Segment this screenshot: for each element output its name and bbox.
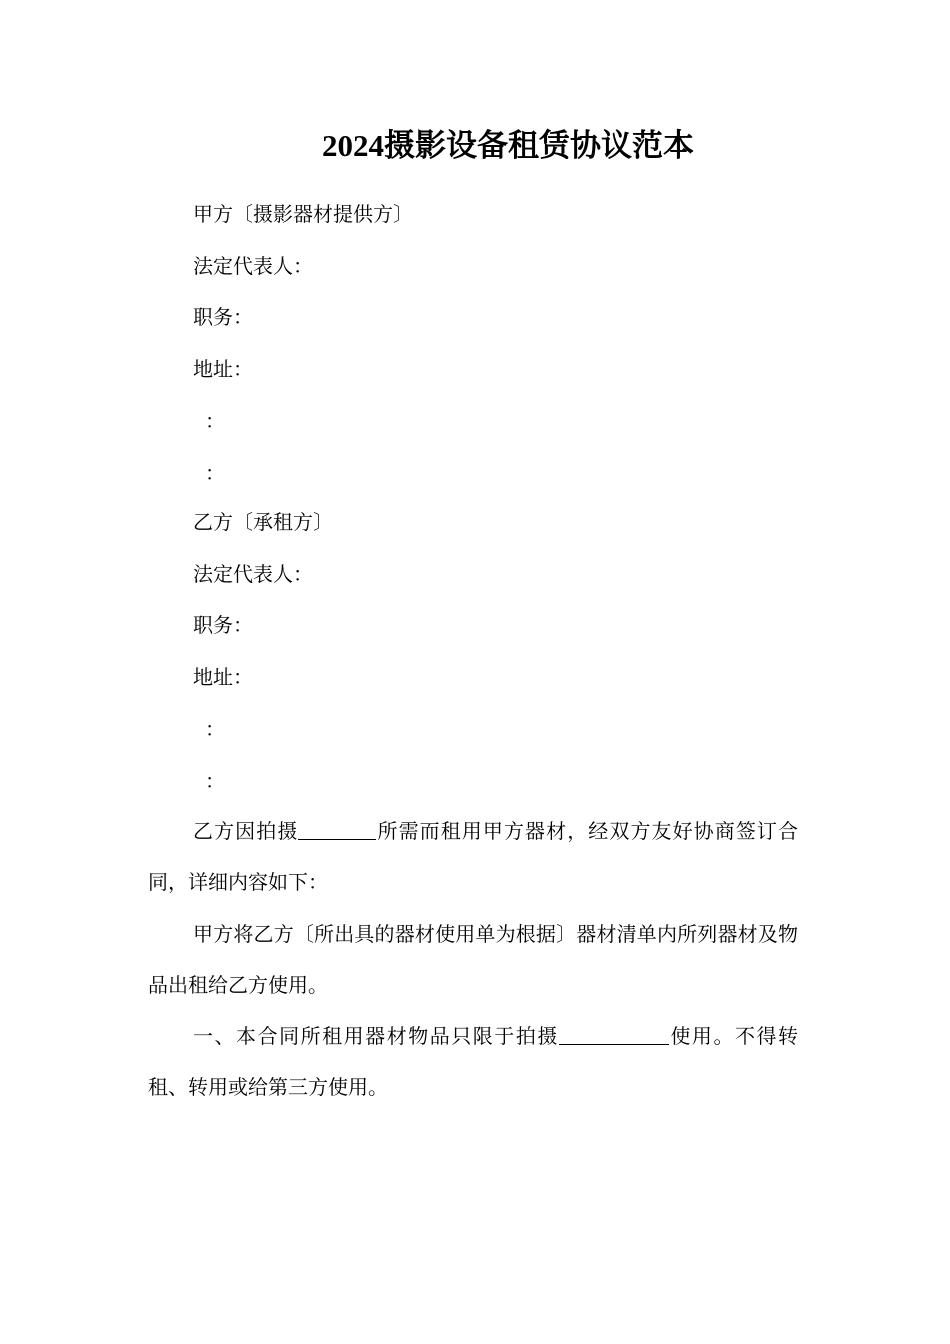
paragraph-purpose-rest: 所需而租用甲方器材，经双方友好协商签订合同，详细内容如下： <box>148 819 799 894</box>
clause-one-lead: 一、本合同所租用器材物品只限于拍摄 <box>193 1024 559 1048</box>
party-b-colon-field-2: ： <box>205 769 225 793</box>
party-a-colon-field-2: ： <box>205 461 225 485</box>
party-a-position: 职务： <box>193 305 253 329</box>
shooting-project-blank <box>298 819 376 840</box>
document-title <box>0 122 950 170</box>
paragraph-equipment-list: 甲方将乙方〔所出具的器材使用单为根据〕器材清单内所列器材及物品出租给乙方使用。 <box>148 922 798 997</box>
party-b-position: 职务： <box>193 613 253 637</box>
usage-project-blank <box>559 1024 669 1045</box>
paragraph-purpose-lead: 乙方因拍摄 <box>193 819 299 843</box>
title-text: 摄影设备租赁协议范本 <box>384 128 694 164</box>
party-a-address: 地址： <box>193 357 253 381</box>
party-b-colon-field-1: ： <box>205 717 225 741</box>
party-b-heading: 乙方〔承租方〕 <box>193 510 333 534</box>
party-b-address: 地址： <box>193 665 253 689</box>
clause-one <box>148 1011 798 1113</box>
paragraph-purpose <box>148 806 798 908</box>
party-a-colon-field-1: ： <box>205 409 225 433</box>
title-year: 2024 <box>322 128 384 163</box>
party-b-representative: 法定代表人： <box>193 562 313 586</box>
party-a-representative: 法定代表人： <box>193 254 313 278</box>
party-a-heading: 甲方〔摄影器材提供方〕 <box>193 202 413 226</box>
clause-one-rest: 使用。不得转租、转用或给第三方使用。 <box>148 1024 799 1099</box>
